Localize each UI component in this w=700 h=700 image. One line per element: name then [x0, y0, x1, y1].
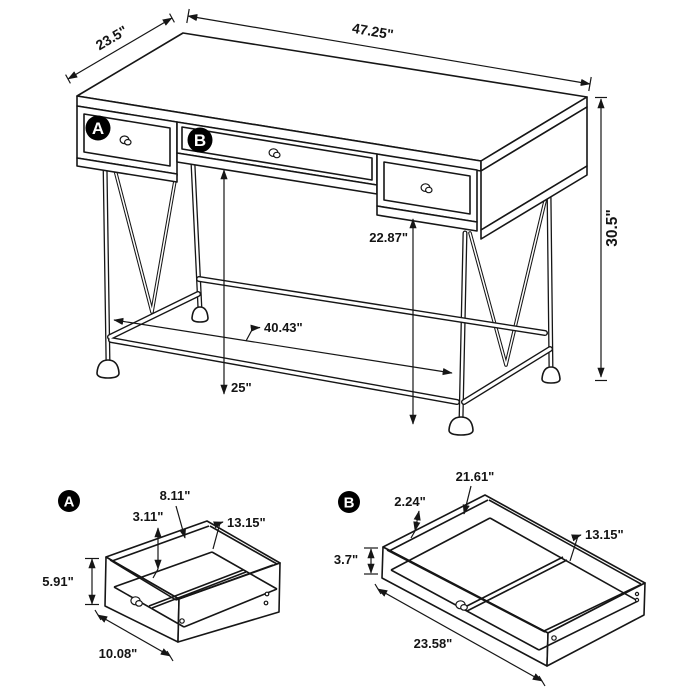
screw-hole — [635, 598, 638, 601]
dim-width-label: 47.25" — [350, 19, 395, 43]
dim-a-inner-height-label: 3.11" — [132, 509, 164, 524]
dim-b-width-label: 23.58" — [413, 636, 453, 651]
dim-knee-clearance-label: 25" — [231, 380, 252, 395]
dim-a-front-height — [42, 559, 99, 605]
dim-a-width-label: 10.08" — [98, 646, 138, 661]
desk-badge-a — [86, 116, 111, 141]
dim-height-label: 30.5" — [604, 209, 621, 247]
back-right-foot — [542, 367, 560, 383]
screw-hole — [265, 592, 269, 596]
desk-badge-b — [188, 128, 213, 153]
screw-hole — [552, 636, 556, 640]
dim-a-depth-label: 13.15" — [227, 515, 266, 530]
dim-b-inner-width-label: 21.61" — [455, 469, 495, 484]
front-left-foot — [97, 360, 119, 378]
drawer-a-badge — [58, 490, 80, 512]
dim-a-front-height-label: 5.91" — [42, 574, 74, 589]
drawer-a-badge-label: A — [63, 493, 75, 511]
drawer-b-badge-label: B — [343, 494, 355, 512]
desk-case — [77, 33, 587, 239]
screw-hole — [635, 592, 638, 595]
drawer-b-badge — [338, 491, 360, 513]
desk-badge-a-label: A — [91, 119, 105, 138]
dim-b-depth-label: 13.15" — [585, 527, 624, 542]
desk-isometric-view — [66, 9, 621, 435]
desk-badge-b-label: B — [193, 131, 207, 150]
drawer-a-detail-view — [42, 488, 280, 661]
dim-depth-label: 23.5" — [92, 22, 131, 54]
dim-height — [595, 98, 621, 381]
dim-leg-span-label: 40.43" — [264, 320, 303, 335]
dim-b-inner-height-label: 2.24" — [394, 494, 426, 509]
dim-leg-span — [114, 320, 452, 373]
drawer-b-detail-view — [334, 469, 645, 686]
drawer-a-box — [105, 521, 280, 642]
screw-hole — [180, 619, 184, 623]
back-left-foot — [192, 307, 208, 322]
front-right-foot — [449, 417, 473, 435]
left-v-brace — [114, 166, 176, 312]
screw-hole — [264, 601, 268, 605]
dim-b-front-height — [334, 548, 378, 574]
dim-a-inner-depth-label: 8.11" — [159, 488, 191, 503]
dim-b-front-height-label: 3.7" — [333, 552, 359, 567]
dim-drawer-bottom-label: 22.87" — [369, 230, 408, 245]
